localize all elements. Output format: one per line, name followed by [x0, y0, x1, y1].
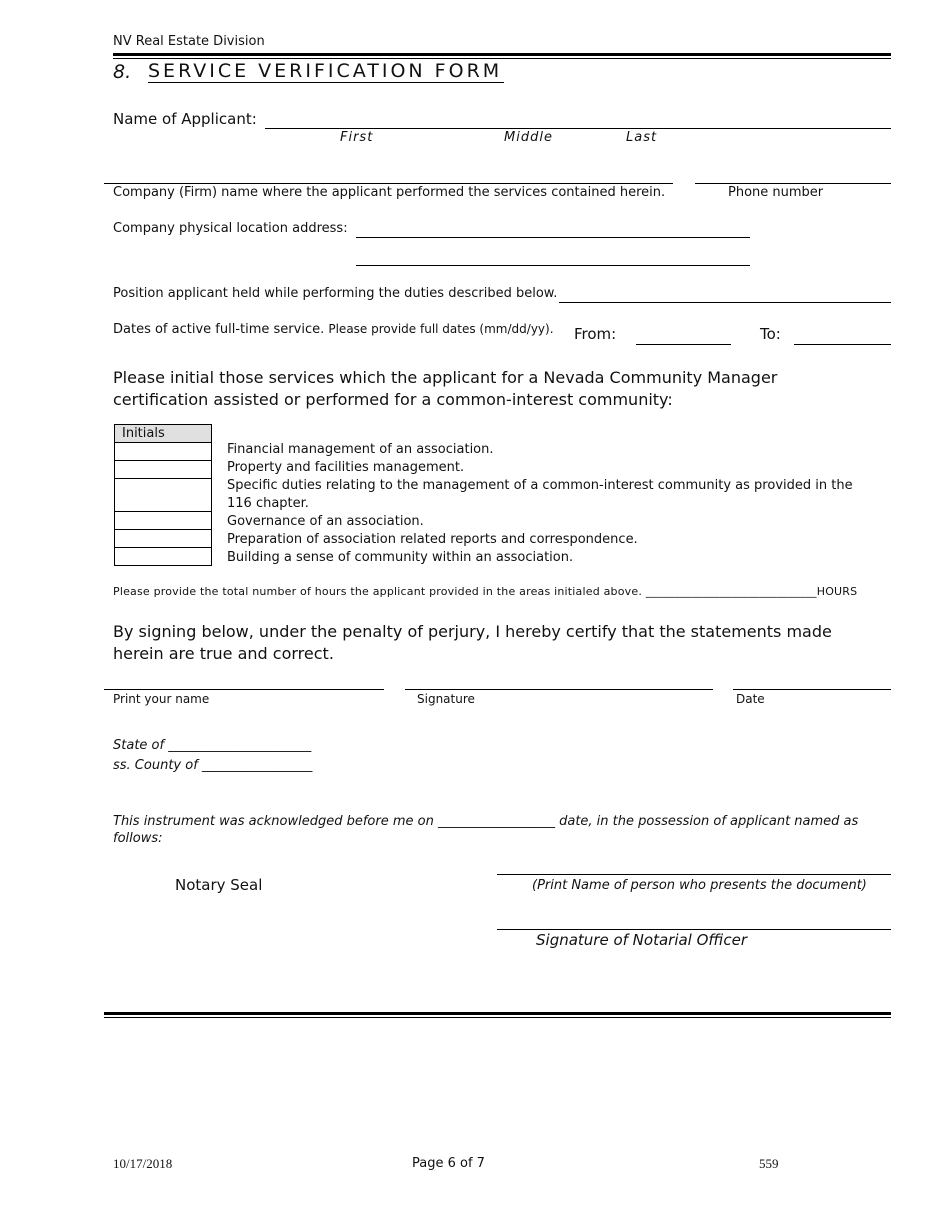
position-label: Position applicant held while performing the duties described below. — [113, 286, 558, 301]
signature-label: Signature — [417, 692, 475, 706]
acknowledgement-text: This instrument was acknowledged before me on __________________ date, in the possession of applicant named as follows: — [113, 814, 859, 846]
position-field[interactable] — [559, 302, 891, 303]
services-list — [227, 441, 867, 567]
perjury-statement: By signing below, under the penalty of perjury, I hereby certify that the statements made herein are true and correct. — [113, 622, 832, 663]
applicant-name-field[interactable] — [265, 128, 891, 129]
notary-seal-label: Notary Seal — [175, 876, 263, 894]
first-name-caption: First — [340, 130, 374, 145]
last-name-caption: Last — [626, 130, 658, 145]
initials-box-reports[interactable] — [115, 530, 212, 548]
footer-rule-thick — [104, 1012, 891, 1015]
initials-header: Initials — [115, 425, 212, 443]
signature-field[interactable] — [405, 689, 713, 690]
phone-number-field[interactable] — [695, 183, 891, 184]
to-label: To: — [760, 325, 781, 343]
footer-page-number: Page 6 of 7 — [412, 1156, 485, 1171]
initials-box-property[interactable] — [115, 461, 212, 479]
dates-label-text: Dates of active full-time service. — [113, 322, 325, 337]
initials-table — [114, 424, 212, 566]
footer-form-number: 559 — [759, 1156, 779, 1171]
header-rule-thick — [113, 53, 891, 56]
total-hours-prompt: Please provide the total number of hours the applicant provided in the areas initialed above. ______________________________HOURS — [113, 585, 858, 598]
from-date-field[interactable] — [636, 344, 731, 345]
footer-rule-thin — [104, 1017, 891, 1018]
middle-name-caption: Middle — [504, 130, 553, 145]
service-item: Financial management of an association. — [227, 442, 494, 457]
presenter-name-field[interactable] — [497, 874, 891, 875]
company-address-label: Company physical location address: — [113, 221, 348, 236]
service-item: Specific duties relating to the management of a common-interest community as provided in the 116 chapter. — [227, 478, 853, 511]
presenter-name-caption: (Print Name of person who presents the document) — [532, 878, 867, 893]
notarial-signature-field[interactable] — [497, 929, 891, 930]
section-number: 8. — [113, 61, 132, 83]
agency-name: NV Real Estate Division — [113, 34, 265, 49]
date-label: Date — [736, 692, 765, 706]
to-date-field[interactable] — [794, 344, 891, 345]
dates-note: Please provide full dates (mm/dd/yy). — [328, 322, 554, 336]
county-of-line: ss. County of _________________ — [113, 758, 313, 773]
initials-box-governance[interactable] — [115, 512, 212, 530]
initials-box-specific-duties[interactable] — [115, 479, 212, 512]
service-item: Preparation of association related reports and correspondence. — [227, 532, 638, 547]
phone-number-label: Phone number — [728, 185, 824, 200]
dates-label — [113, 322, 554, 337]
print-name-label: Print your name — [113, 692, 210, 706]
date-field[interactable] — [733, 689, 891, 690]
print-name-field[interactable] — [104, 689, 384, 690]
company-name-label: Company (Firm) name where the applicant performed the services contained herein. — [113, 185, 666, 200]
applicant-name-label: Name of Applicant: — [113, 110, 257, 128]
services-instruction: Please initial those services which the applicant for a Nevada Community Manager certification assisted or performed for a common-interest community: — [113, 368, 778, 409]
company-address-field-2[interactable] — [356, 265, 750, 266]
notarial-signature-caption: Signature of Notarial Officer — [536, 931, 748, 949]
state-of-line: State of ______________________ — [113, 738, 312, 753]
initials-box-financial[interactable] — [115, 443, 212, 461]
footer-date: 10/17/2018 — [113, 1156, 173, 1171]
from-label: From: — [574, 325, 617, 343]
form-title: SERVICE VERIFICATION FORM — [148, 60, 503, 82]
header-rule-thin — [113, 58, 891, 59]
service-item: Building a sense of community within an association. — [227, 550, 574, 565]
company-name-field[interactable] — [104, 183, 673, 184]
service-item: Governance of an association. — [227, 514, 424, 529]
service-item: Property and facilities management. — [227, 460, 465, 475]
company-address-field-1[interactable] — [356, 237, 750, 238]
initials-box-community[interactable] — [115, 548, 212, 566]
